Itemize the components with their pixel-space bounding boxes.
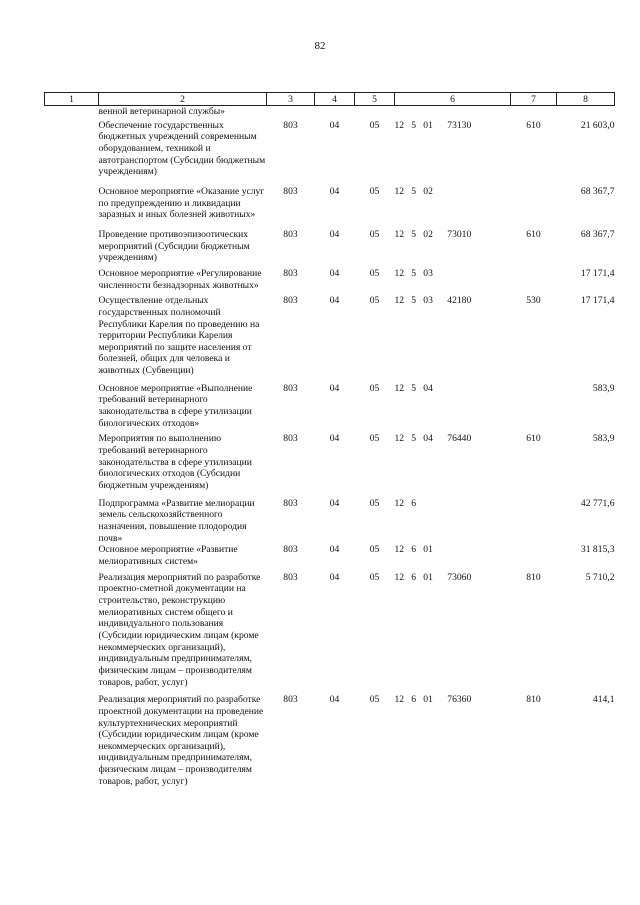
row-c4-cell: 04 bbox=[329, 119, 340, 131]
row-c6-cell: 12 6 01 73060 bbox=[394, 571, 472, 583]
row-number-cell bbox=[45, 568, 99, 689]
row-c6-cell: 12 6 bbox=[394, 497, 417, 509]
table-row bbox=[45, 544, 615, 567]
row-c5-cell: 05 bbox=[369, 694, 380, 706]
row-c4-cell: 04 bbox=[329, 267, 340, 279]
row-description: Проведение противоэпизоотических мероприятий (Субсидии бюджетным учреждениям) bbox=[98, 228, 250, 264]
row-c7-cell: 610 bbox=[526, 228, 541, 240]
row-c3-cell: 803 bbox=[283, 267, 298, 279]
row-c3-cell: 803 bbox=[283, 228, 298, 240]
row-c5-cell: 05 bbox=[369, 544, 380, 556]
row-c3-cell: 803 bbox=[283, 185, 298, 197]
page-number: 82 bbox=[314, 40, 326, 52]
column-header-3: 3 bbox=[267, 93, 315, 106]
row-c8-cell: 68 367,7 bbox=[580, 228, 615, 240]
row-c7-cell: 610 bbox=[526, 433, 541, 445]
table-row bbox=[45, 221, 615, 264]
row-c8-cell: 414,1 bbox=[592, 694, 615, 706]
row-c4-cell: 04 bbox=[329, 228, 340, 240]
row-description: Основное мероприятие «Развитие мелиоративных систем» bbox=[98, 544, 238, 567]
column-header-5: 5 bbox=[355, 93, 395, 106]
row-description: Обеспечение государственных бюджетных учреждений современным оборудованием, техникой и автотранспортом (Субсидии бюджетным учреждениям) bbox=[98, 119, 266, 178]
row-c7-cell: 530 bbox=[526, 295, 541, 307]
row-c6-cell: 12 5 02 73010 bbox=[394, 228, 472, 240]
row-c7-cell: 810 bbox=[526, 694, 541, 706]
table-body bbox=[45, 106, 615, 788]
row-c8-cell: 68 367,7 bbox=[580, 185, 615, 197]
row-c6-cell: 12 5 03 bbox=[394, 267, 433, 279]
row-c4-cell: 04 bbox=[329, 571, 340, 583]
row-c5-cell: 05 bbox=[369, 295, 380, 307]
row-c8-cell: 21 603,0 bbox=[580, 119, 615, 131]
row-c8-cell: 17 171,4 bbox=[580, 267, 615, 279]
row-c7-cell bbox=[511, 492, 557, 545]
row-c5-cell: 05 bbox=[369, 119, 380, 131]
row-number-cell bbox=[45, 264, 99, 291]
row-c6-cell bbox=[395, 106, 511, 118]
row-c4-cell: 04 bbox=[329, 382, 340, 394]
row-number-cell bbox=[45, 544, 99, 567]
table-row bbox=[45, 429, 615, 491]
row-number-cell bbox=[45, 688, 99, 787]
table-row bbox=[45, 118, 615, 178]
row-number-cell bbox=[45, 221, 99, 264]
row-number-cell bbox=[45, 377, 99, 430]
row-number-cell bbox=[45, 291, 99, 377]
row-c6-cell: 12 5 04 bbox=[394, 382, 433, 394]
row-number-cell bbox=[45, 178, 99, 221]
row-number-cell bbox=[45, 429, 99, 491]
row-description: Реализация мероприятий по разработке проектной документации на проведение культуртехнических мероприятий (Субсидии юридическим лицам (кроме некоммерческих организаций), индивидуальным предпринимателям, физическим лицам – производителям товаров, работ, услуг) bbox=[98, 694, 264, 787]
row-c7-cell bbox=[511, 377, 557, 430]
row-c3-cell: 803 bbox=[283, 382, 298, 394]
column-header-1: 1 bbox=[45, 93, 99, 106]
row-c6-cell: 12 5 02 bbox=[394, 185, 433, 197]
row-c4-cell: 04 bbox=[329, 694, 340, 706]
row-c7-cell: 610 bbox=[526, 119, 541, 131]
row-c4-cell: 04 bbox=[329, 295, 340, 307]
row-c8-cell: 5 710,2 bbox=[585, 571, 615, 583]
column-header-7: 7 bbox=[511, 93, 557, 106]
row-c5-cell bbox=[355, 106, 395, 118]
row-c3-cell: 803 bbox=[283, 571, 298, 583]
row-number-cell bbox=[45, 118, 99, 178]
row-c5-cell: 05 bbox=[369, 433, 380, 445]
column-header-4: 4 bbox=[315, 93, 355, 106]
row-c3-cell: 803 bbox=[283, 433, 298, 445]
row-c8-cell bbox=[557, 106, 615, 118]
row-c4-cell bbox=[315, 106, 355, 118]
row-c5-cell: 05 bbox=[369, 228, 380, 240]
row-c4-cell: 04 bbox=[329, 185, 340, 197]
table-row bbox=[45, 377, 615, 430]
table-row bbox=[45, 264, 615, 291]
row-c6-cell: 12 6 01 76360 bbox=[394, 694, 472, 706]
column-header-2: 2 bbox=[99, 93, 267, 106]
row-description: Основное мероприятие «Регулирование численности безнадзорных животных» bbox=[98, 267, 262, 291]
row-c5-cell: 05 bbox=[369, 571, 380, 583]
row-description: Основное мероприятие «Оказание услуг по предупреждению и ликвидации заразных и иных болезней животных» bbox=[98, 185, 265, 221]
row-description: Подпрограмма «Развитие мелиорации земель сельскохозяйственного назначения, повышение плодородия почв» bbox=[98, 497, 255, 544]
table-header-row bbox=[45, 93, 615, 106]
row-c8-cell: 583,9 bbox=[592, 433, 615, 445]
row-c3-cell: 803 bbox=[283, 295, 298, 307]
row-number-cell bbox=[45, 106, 99, 118]
table-row bbox=[45, 688, 615, 787]
row-c4-cell: 04 bbox=[329, 544, 340, 556]
row-c5-cell: 05 bbox=[369, 267, 380, 279]
row-c5-cell: 05 bbox=[369, 185, 380, 197]
row-c7-cell bbox=[511, 106, 557, 118]
row-c6-cell: 12 5 03 42180 bbox=[394, 295, 472, 307]
row-c8-cell: 31 815,3 bbox=[580, 544, 615, 556]
column-header-6: 6 bbox=[395, 93, 511, 106]
row-description: Осуществление отдельных государственных полномочий Республики Карелия по проведению на территории Республики Карелия мероприятий по защите населения от болезней, общих для человека и животных (Субвенции) bbox=[98, 295, 260, 377]
row-c7-cell: 810 bbox=[526, 571, 541, 583]
table-row bbox=[45, 178, 615, 221]
row-c6-cell: 12 5 01 73130 bbox=[394, 119, 472, 131]
row-c6-cell: 12 6 01 bbox=[394, 544, 433, 556]
row-description: Мероприятия по выполнению требований ветеринарного законодательства в сфере утилизации биологических отходов (Субсидии бюджетным учреждениям) bbox=[98, 433, 252, 492]
row-c3-cell: 803 bbox=[283, 694, 298, 706]
row-c3-cell bbox=[267, 106, 315, 118]
row-description: Реализация мероприятий по разработке проектно-сметной документации на строительство, реконструкцию мелиоративных систем общего и индивидуального пользования (Субсидии юридическим лицам (кроме некоммерческих организаций), индивидуальным предпринимателям, физическим лицам – производителям товаров, работ, услуг) bbox=[98, 571, 261, 688]
row-c7-cell bbox=[511, 264, 557, 291]
row-description: венной ветеринарной службы» bbox=[98, 106, 225, 117]
row-c7-cell bbox=[511, 178, 557, 221]
row-c3-cell: 803 bbox=[283, 497, 298, 509]
row-number-cell bbox=[45, 492, 99, 545]
row-c7-cell bbox=[511, 544, 557, 567]
row-c3-cell: 803 bbox=[283, 544, 298, 556]
row-c4-cell: 04 bbox=[329, 433, 340, 445]
row-c8-cell: 583,9 bbox=[592, 382, 615, 394]
table-row bbox=[45, 291, 615, 377]
row-c3-cell: 803 bbox=[283, 119, 298, 131]
table-row bbox=[45, 568, 615, 689]
row-c5-cell: 05 bbox=[369, 497, 380, 509]
table-row bbox=[45, 106, 615, 118]
row-c8-cell: 42 771,6 bbox=[580, 497, 615, 509]
row-c4-cell: 04 bbox=[329, 497, 340, 509]
row-c5-cell: 05 bbox=[369, 382, 380, 394]
row-c8-cell: 17 171,4 bbox=[580, 295, 615, 307]
column-header-8: 8 bbox=[557, 93, 615, 106]
table-row bbox=[45, 492, 615, 545]
row-c6-cell: 12 5 04 76440 bbox=[394, 433, 472, 445]
row-description: Основное мероприятие «Выполнение требований ветеринарного законодательства в сфере утилизации биологических отходов» bbox=[98, 382, 253, 429]
budget-table bbox=[44, 92, 615, 787]
